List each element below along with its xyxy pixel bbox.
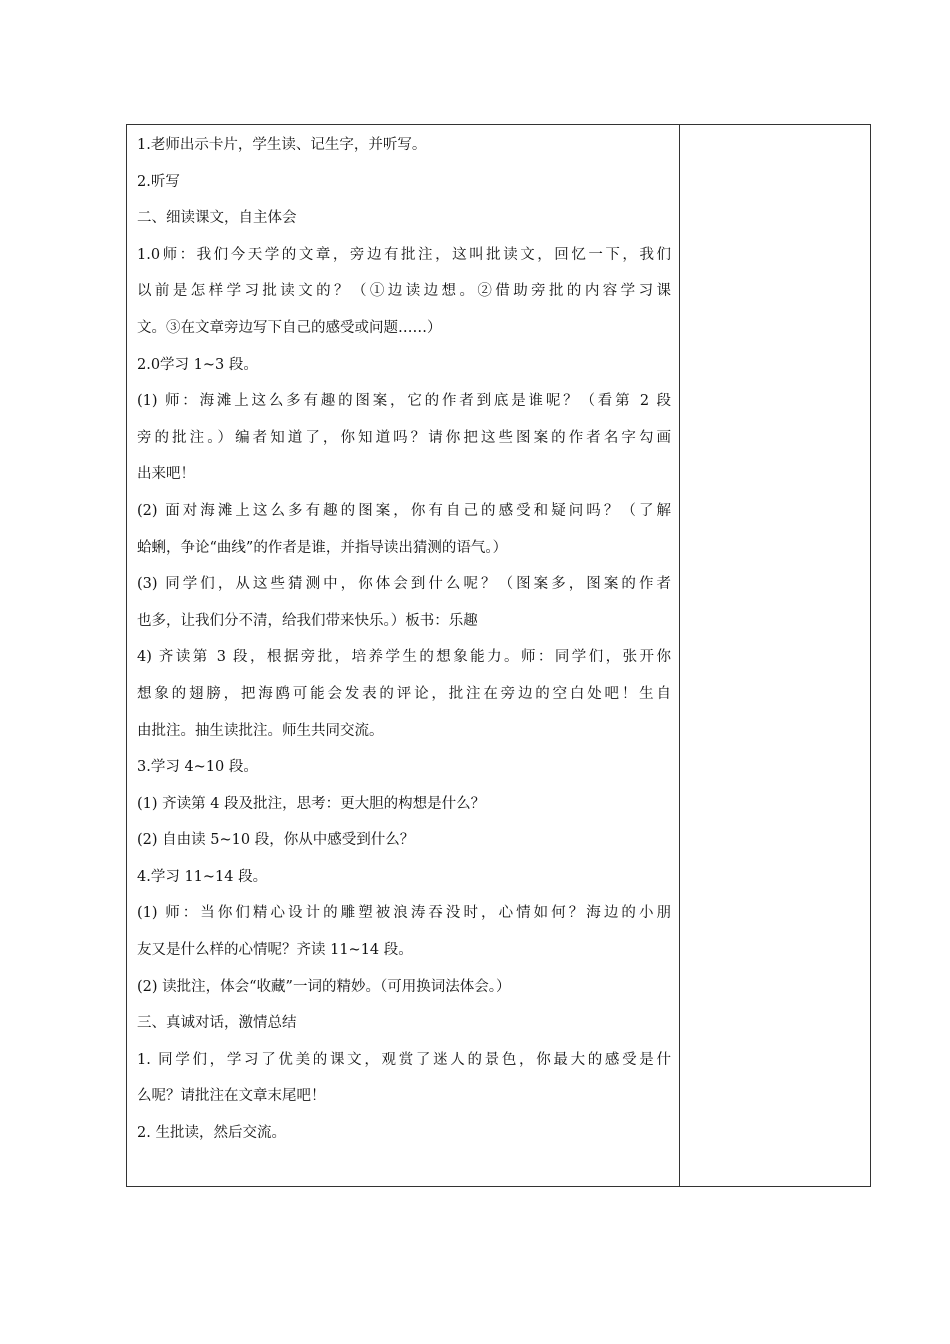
lesson-paragraph bbox=[137, 566, 671, 639]
text-line: 4.学习 11~14 段。 bbox=[137, 868, 268, 885]
lesson-paragraph bbox=[137, 822, 671, 859]
text-line: 以前是怎样学习批读文的？（①边读边想。②借助旁批的内容学习课 bbox=[137, 283, 671, 300]
lesson-paragraph bbox=[137, 383, 671, 493]
lesson-paragraph bbox=[137, 859, 671, 896]
notes-cell bbox=[680, 125, 871, 1187]
text-line: (2) 自由读 5~10 段，你从中感受到什么？ bbox=[137, 832, 415, 849]
text-line: 1.0师：我们今天学的文章，旁边有批注，这叫批读文，回忆一下，我们 bbox=[137, 246, 671, 263]
text-line: (1) 师：海滩上这么多有趣的图案，它的作者到底是谁呢？（看第 2 段 bbox=[137, 393, 671, 410]
lesson-content bbox=[127, 125, 679, 1152]
text-line: 么呢？请批注在文章末尾吧！ bbox=[137, 1088, 326, 1105]
text-line: (2) 面对海滩上这么多有趣的图案，你有自己的感受和疑问吗？（了解 bbox=[137, 502, 671, 519]
text-line: 由批注。抽生读批注。师生共同交流。 bbox=[137, 722, 384, 739]
table-row bbox=[127, 125, 871, 1187]
text-line: 3.学习 4~10 段。 bbox=[137, 759, 258, 776]
text-line: 三、真诚对话，激情总结 bbox=[137, 1015, 297, 1032]
text-line: (3) 同学们，从这些猜测中，你体会到什么呢？（图案多，图案的作者 bbox=[137, 576, 671, 593]
lesson-paragraph bbox=[137, 1042, 671, 1115]
text-line: 2.0学习 1~3 段。 bbox=[137, 356, 258, 373]
text-line: 2.听写 bbox=[137, 173, 180, 190]
lesson-paragraph bbox=[137, 1005, 671, 1042]
lesson-paragraph bbox=[137, 164, 671, 201]
text-line: 2. 生批读，然后交流。 bbox=[137, 1125, 286, 1142]
text-line: 4) 齐读第 3 段，根据旁批，培养学生的想象能力。师：同学们，张开你 bbox=[137, 649, 671, 666]
lesson-paragraph bbox=[137, 786, 671, 823]
text-line: 友又是什么样的心情呢？齐读 11~14 段。 bbox=[137, 942, 413, 959]
text-line: (2) 读批注，体会“收藏”一词的精妙。（可用换词法体会。） bbox=[137, 978, 511, 995]
lesson-paragraph bbox=[137, 347, 671, 384]
lesson-paragraph bbox=[137, 639, 671, 749]
text-line: (1) 师：当你们精心设计的雕塑被浪涛吞没时，心情如何？海边的小朋 bbox=[137, 905, 671, 922]
text-line: 1.老师出示卡片，学生读、记生字，并听写。 bbox=[137, 137, 427, 153]
lesson-content-cell bbox=[127, 125, 680, 1187]
text-line: 想象的翅膀，把海鸥可能会发表的评论，批注在旁边的空白处吧！生自 bbox=[137, 685, 671, 702]
text-line: 旁的批注。）编者知道了，你知道吗？请你把这些图案的作者名字勾画 bbox=[137, 429, 671, 446]
text-line: 二、细读课文，自主体会 bbox=[137, 210, 297, 227]
lesson-paragraph bbox=[137, 969, 671, 1006]
text-line: 1. 同学们，学习了优美的课文，观赏了迷人的景色，你最大的感受是什 bbox=[137, 1051, 671, 1068]
text-line: 文。③在文章旁边写下自己的感受或问题……） bbox=[137, 319, 442, 336]
lesson-paragraph bbox=[137, 237, 671, 347]
lesson-paragraph bbox=[137, 1115, 671, 1152]
lesson-paragraph bbox=[137, 895, 671, 968]
lesson-paragraph bbox=[137, 127, 671, 164]
text-line: 也多，让我们分不清，给我们带来快乐。）板书：乐趣 bbox=[137, 612, 478, 629]
lesson-plan-table bbox=[126, 124, 871, 1187]
lesson-paragraph bbox=[137, 493, 671, 566]
text-line: (1) 齐读第 4 段及批注，思考：更大胆的构想是什么？ bbox=[137, 795, 486, 812]
text-line: 蛤蜊，争论“曲线”的作者是谁，并指导读出猜测的语气。） bbox=[137, 539, 508, 556]
lesson-paragraph bbox=[137, 749, 671, 786]
lesson-paragraph bbox=[137, 200, 671, 237]
text-line: 出来吧！ bbox=[137, 466, 195, 483]
